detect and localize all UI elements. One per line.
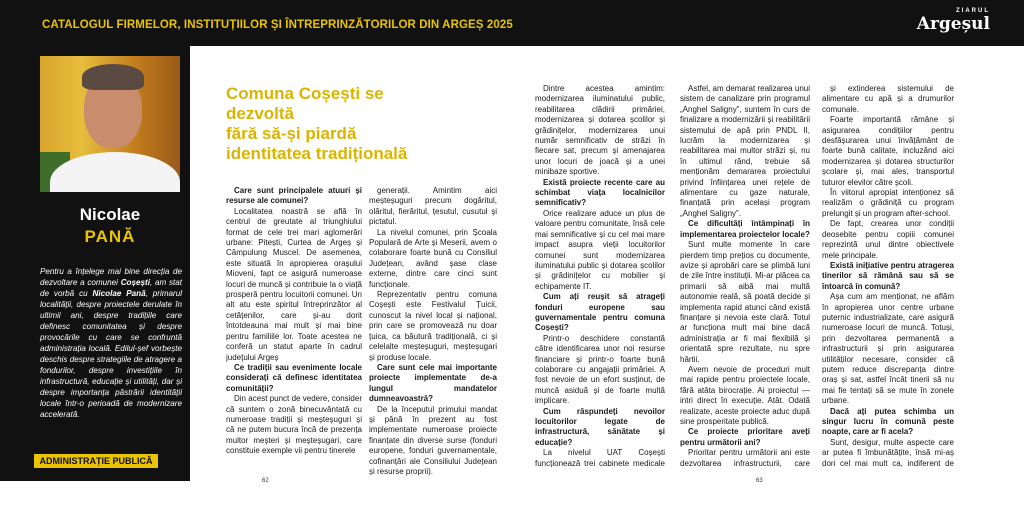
article-paragraph: Prioritar pentru următorii ani este dezvoltarea infrastructurii, care xyxy=(680,448,810,468)
page-number-left: 62 xyxy=(262,478,269,484)
article-paragraph: Printr-o deschidere constantă către identificarea unor noi resurse financiare și printr-o foarte bună colaborare cu angajații primăriei. A fost nevoie de un efort susținut, de muncă asiduă și de foarte multă implicare. xyxy=(535,333,665,406)
article-paragraph: Din acest punct de vedere, consider că suntem o zonă binecuvântată cu numeroase tradiții și meșteșuguri și că ne putem bucura încă de prezența multor meșteri și meșteșugari, care constituie exemple vii pentru tinerele xyxy=(226,394,362,456)
article-paragraph: Dintre acestea amintim: modernizarea iluminatului public, reabilitarea clădirii primăriei, modernizarea și dotarea școlilor și grădinițelor, modernizarea unui număr semnificativ de străzi în fiecare sat, precum și amenajarea unor locuri de joacă și a unei minibaze sportive. xyxy=(535,84,665,177)
article-headline xyxy=(226,84,456,164)
article-column-2 xyxy=(369,186,497,482)
interview-question: Există proiecte recente care au schimbat viața localnicilor semnificativ? xyxy=(535,177,665,208)
article-paragraph: Reprezentativ pentru comuna Coșești este Festivalul Țuicii, cunoscut la nivel local și național, prin care se promovează nu doar țuica, ca băutură tradițională, ci și celelalte meșteșuguri, meșteșugari și produse locale. xyxy=(369,290,497,362)
article-paragraph: La nivelul comunei, prin Școala Populară de Arte și Meserii, avem o colaborare foarte bună cu Consiliul Județean, având șase clase externe, dintre care cinci sunt funcționale. xyxy=(369,227,497,289)
headline-line: identitatea tradițională xyxy=(226,144,408,163)
article-paragraph: În viitorul apropiat intenționez să realizăm o grădiniță cu program prelungit și un program after-school. xyxy=(822,188,954,218)
article-paragraph: Orice realizare aduce un plus de valoare pentru comunitate, însă cele mai semnificative și cu cel mai mare impact asupra vieții locuitorilor comunei sunt modernizarea iluminatului public și dotarea școlilor și grădinițelor cu mobilier și echipamente IT. xyxy=(535,208,665,291)
article-column-5 xyxy=(822,84,954,468)
article-paragraph: Avem nevoie de proceduri mult mai rapide pentru proiectele locale, fără atâta birocrație. Ai proiectul — intri direct în execuție. Atât. Odată realizate, aceste proiecte aduc după sine prosperitate publică. xyxy=(680,364,810,426)
article-paragraph: generații. Amintim aici meșteșuguri precum dogăritul, olăritul, fierăritul, țesutul, cusutul și pictatul. xyxy=(369,186,497,227)
interview-question: Ce proiecte prioritare aveți pentru următorii ani? xyxy=(680,427,810,447)
person-first-name: Nicolae xyxy=(79,205,141,224)
article-paragraph: Astfel, am demarat realizarea unui sistem de canalizare prin programul „Anghel Saligny”, suntem în curs de finalizare a modernizării și reabilitării sistemului de apă prin PNDL II, lucrăm la modernizarea și reabilitarea mai multor străzi și, nu în ultimul rând, trebuie să menționăm demararea proiectului privind înființarea unei rețele de alimentare cu gaze naturale, finanțată prin același program „Anghel Saligny”. xyxy=(680,84,810,218)
intro-text-name: Nicolae Pană xyxy=(92,289,146,298)
intro-text-part: , am stat de vorbă cu xyxy=(40,278,182,298)
article-column-3 xyxy=(535,84,665,468)
article-paragraph: De fapt, crearea unor condiții deosebite pentru copiii comunei reprezintă unul dintre obiectivele mele principale. xyxy=(822,219,954,260)
article-paragraph: Localitatea noastră se află în centrul de greutate al triunghiului format de cele trei mari aglomerări urbane: Pitești, Curtea de Argeș și Câmpulung Muscel. De asemenea, este situată în apropierea orașului Mioveni, fapt ce asigură numeroase locuri de muncă și contribuie la o viață prosperă pentru locuitorii comunei. Un alt atu este spiritul întreprinzător al cetățenilor, care și-au dorit întotdeauna mai mult și mai bine pentru familiile lor. Toate acestea ne conferă un statut aparte în cadrul județului Argeș xyxy=(226,206,362,362)
interview-question: Cum ați reușit să atrageți fonduri europene sau guvernamentale pentru comuna Coșești? xyxy=(535,292,665,333)
sidebar-intro-text xyxy=(40,266,182,420)
section-label: ADMINISTRAȚIE PUBLICĂ xyxy=(34,454,158,468)
interview-question: Dacă ați putea schimba un singur lucru în comună peste noapte, care ar fi acela? xyxy=(822,406,954,437)
interview-question: Care sunt cele mai importante proiecte implementate de-a lungul mandatelor dumneavoastră? xyxy=(369,362,497,404)
page-number-right: 63 xyxy=(756,478,763,484)
intro-text-part: Pentru a înțelege mai bine direcția de dezvoltare a comunei xyxy=(40,267,182,287)
article-column-1 xyxy=(226,186,362,482)
intro-text-part: , primarul localității, despre proiectele derulate în ultimii ani, despre tradițiile care definesc comunitatea și despre provocările cu care se confruntă administrația locală. Edilul-șef vorbește deschis despre strategiile de atragere a fondurilor, despre investițiile în infrastructură, educație și utilități, dar și despre importanța păstrării identității locale într-o perioadă de modernizare accelerată. xyxy=(40,289,183,419)
person-last-name: PANĂ xyxy=(84,227,136,246)
interview-question: Ce tradiții sau evenimente locale considerați că definesc identitatea comunității? xyxy=(226,362,362,393)
article-paragraph: Sunt multe momente în care pierdem timp prețios cu documente, avize și aprobări care se plimbă luni de zile între instituții. Mi-ar plăcea ca primarii să aibă mai multă autonomie reală, să poată decide și implementa rapid atunci când există finanțare și nevoia este clară. Totul ar funcționa mult mai bine dacă administrația ar fi mai flexibilă și orientată spre rezultate, nu spre hârtii. xyxy=(680,240,810,364)
header-bar xyxy=(0,0,1024,46)
interview-question: Ce dificultăți întâmpinați în implementarea proiectelor locale? xyxy=(680,219,810,239)
interview-question: Cum răspundeți nevoilor locuitorilor legate de infrastructură, sănătate și educație? xyxy=(535,406,665,447)
article-paragraph: De la începutul primului mandat și până în prezent au fost implementate numeroase proiecte finanțate din diverse surse (fonduri europene, fonduri guvernamentale, cofinanțări ale Consiliului Județean și resurse proprii). xyxy=(369,404,497,476)
article-paragraph: La nivelul UAT Coșești funcționează trei cabinete medicale xyxy=(535,448,665,468)
headline-line: fără să-și piardă xyxy=(226,124,357,143)
article-paragraph: Foarte importantă rămâne și asigurarea condițiilor pentru desfășurarea unui învățământ de foarte bună calitate, incluzând aici modernizarea și dotarea structurilor școlare și, mai ales, transportul tuturor elevilor către școli. xyxy=(822,115,954,187)
article-paragraph: Sunt, desigur, multe aspecte care ar putea fi îmbunătățite, însă mi-aș dori cel mai mult ca, indiferent de xyxy=(822,437,954,468)
article-paragraph: și extinderea sistemului de alimentare cu apă și a drumurilor comunale. xyxy=(822,84,954,114)
argesul-logo xyxy=(917,8,990,34)
logo-main-text: Argeșul xyxy=(916,14,990,34)
photo-hair xyxy=(82,64,144,90)
interview-question: Care sunt principalele atuuri și resurse ale comunei? xyxy=(226,186,362,206)
article-column-4 xyxy=(680,84,810,468)
logo-small-text: ZIARUL xyxy=(956,8,990,14)
catalog-title: CATALOGUL FIRMELOR, INSTITUȚIILOR ȘI ÎNTREPRINZĂTORILOR DIN ARGEȘ 2025 xyxy=(42,19,513,31)
headline-line: Comuna Coșești se dezvoltă xyxy=(226,84,384,123)
interview-question: Există inițiative pentru atragerea tinerilor să rămână sau să se întoarcă în comună? xyxy=(822,260,954,291)
intro-text-commune: Coșești xyxy=(120,278,150,287)
mayor-photo xyxy=(40,56,180,192)
article-paragraph: Așa cum am menționat, ne aflăm în apropierea unor centre urbane puternic industrializate, care asigură numeroase locuri de muncă. Totuși, prin dezvoltarea permanentă a infrastructurii și prin asigurarea utilităților necesare, consider că putem reduce discrepanța dintre oraș și sat, astfel încât tinerii să nu mai fie tentați să se mute în zonele urbane. xyxy=(822,292,954,406)
